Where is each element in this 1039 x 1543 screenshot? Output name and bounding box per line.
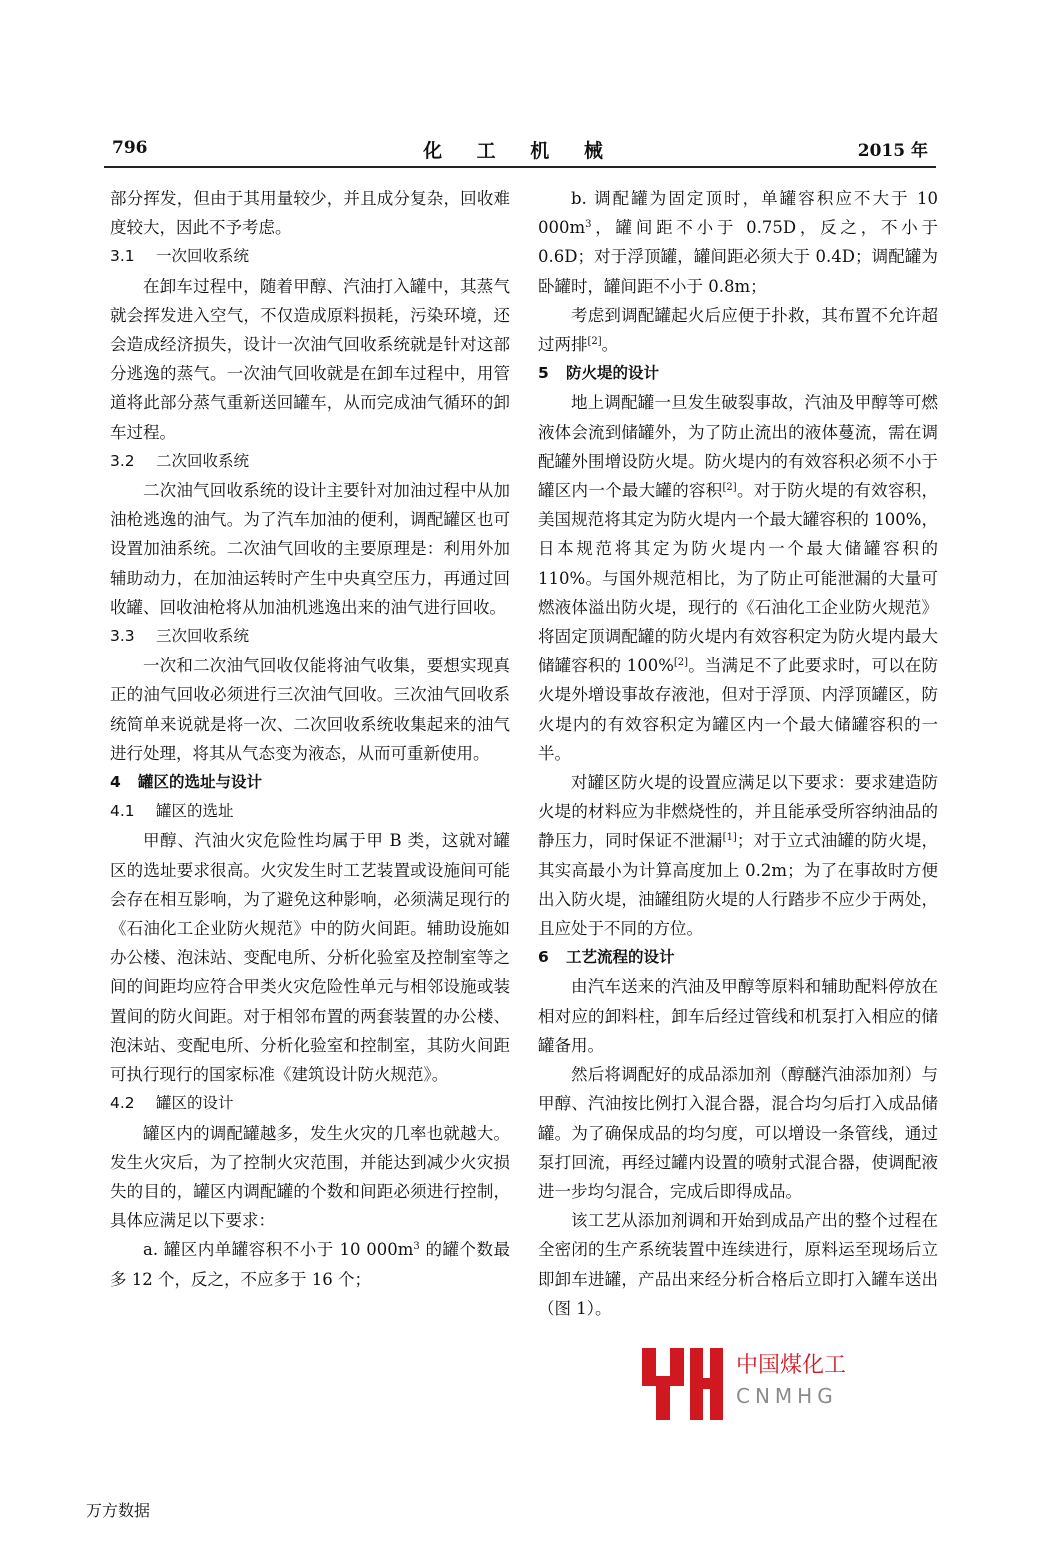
heading-5 [538,359,938,388]
paragraph-4-2: 罐区内的调配罐越多，发生火灾的几率也就越大。发生火灾后，为了控制火灾范围，并能达到减少火灾损失的目的，罐区内调配罐的个数和间距必须进行控制，具体应满足以下要求： [110,1123,510,1231]
text: 考虑到调配罐起火后应便于扑救，其布置不允许超过两排 [538,305,938,355]
watermark-text-en: CNMHG [736,1384,838,1408]
text: 。当满足不了此要求时，可以在防火堤外增设事故存液池，但对于浮顶、内浮顶罐区，防火堤内的有效容积定为罐区内一个最大储罐容积的一半。 [538,656,938,763]
citation-ref: [2] [722,482,737,494]
citation-ref: [1] [722,832,737,844]
paragraph-4-1: 甲醇、汽油火灾危险性均属于甲 B 类，这就对罐区的选址要求很高。火灾发生时工艺装置或设施间可能会存在相互影响，为了避免这种影响，必须满足现行的《石油化工企业防火规范》中的防火间距。辅助设施如办公楼、泡沫站、变配电所、分析化验室及控制室等之间的间距均应符合甲类火灾危险性单元与相邻设施或装置间的防火间距。对于相邻布置的两套装置的办公楼、泡沫站、变配电所、分析化验室和控制室，其防火间距可执行现行的国家标准《建筑设计防火规范》。 [110,831,510,1085]
paragraph-layout-note [538,301,938,359]
paragraph-6b: 然后将调配好的成品添加剂（醇醚汽油添加剂）与甲醇、汽油按比例打入混合器，混合均匀后打入成品储罐。为了确保成品的均匀度，可以增设一条管线，通过泵打回流，再经过罐内设置的喷射式混合器，使调配液进一步均匀混合，完成后即得成品。 [538,1065,938,1201]
text: 。 [601,335,619,355]
page-number: 796 [112,138,148,158]
publication-year: 2015 年 [857,141,928,161]
section-number: 3.3 [110,627,135,646]
section-title: 二次回收系统 [156,451,250,470]
watermark-logo-icon [640,1344,724,1422]
paragraph-continuation: 部分挥发，但由于其用量较少，并且成分复杂，回收难度较大，因此不予考虑。 [110,189,510,238]
watermark-text-cn: 中国煤化工 [736,1348,846,1379]
heading-3-2 [110,447,510,476]
section-title: 一次回收系统 [156,247,250,266]
text: ；对于立式油罐的防火堤，其实高最小为计算高度加上 0.2m；为了在事故时方便出入防火堤，油罐组防火堤的人行踏步不应少于两处，且应处于不同的方位。 [538,831,939,939]
text: 。对于防火堤的有效容积，美国规范将其定为防火堤内一个最大罐容积的 100%，日本规范将其定为防火堤内一个最大储罐容积的 110%。与国外规范相比，为了防止可能泄漏的大量可燃液体溢出防火堤，现行的《石油化工企业防火规范》将固定顶调配罐的防火堤内有效容积定为防火堤内最大储罐容积的 100% [538,481,939,676]
paragraph-3-2: 二次油气回收系统的设计主要针对加油过程中从加油枪逃逸的油气。为了汽车加油的便利，调配罐区也可设置加油系统。二次油气回收的主要原理是：利用外加辅助动力，在加油运转时产生中央真空压力，再通过回收罐、回收油枪将从加油机逃逸出来的油气进行回收。 [110,481,510,617]
section-title: 三次回收系统 [156,627,250,646]
journal-title: 化 工 机 械 [423,140,617,162]
section-title: 罐区的设计 [156,1094,234,1113]
heading-3-3 [110,622,510,651]
superscript: 3 [413,1241,420,1253]
paragraph-5b [538,768,938,943]
header-rule [104,166,936,168]
paragraph-3-3: 一次和二次油气回收仅能将油气收集，要想实现真正的油气回收必须进行三次油气回收。三次油气回收系统简单来说就是将一次、二次回收系统收集起来的油气进行处理，将其从气态变为液态，从而可重新使用。 [110,656,510,763]
left-column [110,184,510,1294]
section-number: 4.2 [110,1094,135,1113]
page-header [104,134,936,164]
paragraph-5a [538,388,938,768]
section-number: 4 [110,773,121,792]
section-number: 3.2 [110,451,135,470]
text: 地上调配罐一旦发生破裂事故，汽油及甲醇等可燃液体会流到储罐外，为了防止流出的液体蔓流，需在调配罐外围增设防火堤。防火堤内的有效容积必须不小于罐区内一个最大罐的容积 [538,393,938,501]
heading-3-1 [110,242,510,271]
list-item-b-text-2: ，罐间距不小于 0.75D，反之，不小于 0.6D；对于浮顶罐，罐间距必须大于 0.4D；调配罐为卧罐时，罐间距不小于 0.8m； [538,218,938,296]
section-title: 罐区的选址 [156,802,234,821]
right-column [538,184,938,1323]
paragraph-6c: 该工艺从添加剂调和开始到成品产出的整个过程在全密闭的生产系统装置中连续进行，原料运至现场后立即卸车进罐，产品出来经分析合格后立即打入罐车送出（图 1）。 [538,1211,938,1318]
list-item-a [110,1235,510,1293]
heading-4 [110,768,510,797]
section-number: 6 [538,948,549,967]
superscript: 3 [585,219,592,231]
section-number: 3.1 [110,247,135,266]
list-item-a-text-2: 的罐个数最多 12 个，反之，不应多于 16 个； [110,1240,511,1289]
list-item-b-text: b. 调配罐为固定顶时，单罐容积应不大于 10 000m [538,189,938,238]
list-item-a-text: a. 罐区内单罐容积不小于 10 000m [143,1240,414,1260]
section-title: 罐区的选址与设计 [138,773,263,792]
list-item-b [538,184,938,301]
paragraph-3-1: 在卸车过程中，随着甲醇、汽油打入罐中，其蒸气就会挥发进入空气，不仅造成原料损耗，污染环境，还会造成经济损失，设计一次油气回收系统就是针对这部分逃逸的蒸气。一次油气回收就是在卸车过程中，用管道将此部分蒸气重新送回罐车，从而完成油气循环的卸车过程。 [110,276,510,442]
section-number: 5 [538,364,549,383]
citation-ref: [2] [673,657,689,669]
section-title: 工艺流程的设计 [566,948,675,967]
section-title: 防火堤的设计 [566,364,660,383]
text: 对罐区防火堤的设置应满足以下要求：要求建造防火堤的材料应为非燃烧性的，并且能承受所容纳油品的静压力，同时保证不泄漏 [538,773,938,851]
heading-6 [538,943,938,972]
section-number: 4.1 [110,802,135,821]
heading-4-1 [110,797,510,826]
footer-source: 万方数据 [86,1501,151,1520]
watermark [640,1340,940,1426]
paragraph-6a: 由汽车送来的汽油及甲醇等原料和辅助配料停放在相对应的卸料柱，卸车后经过管线和机泵打入相应的储罐备用。 [538,977,938,1055]
citation-ref: [2] [587,336,602,348]
heading-4-2 [110,1089,510,1118]
